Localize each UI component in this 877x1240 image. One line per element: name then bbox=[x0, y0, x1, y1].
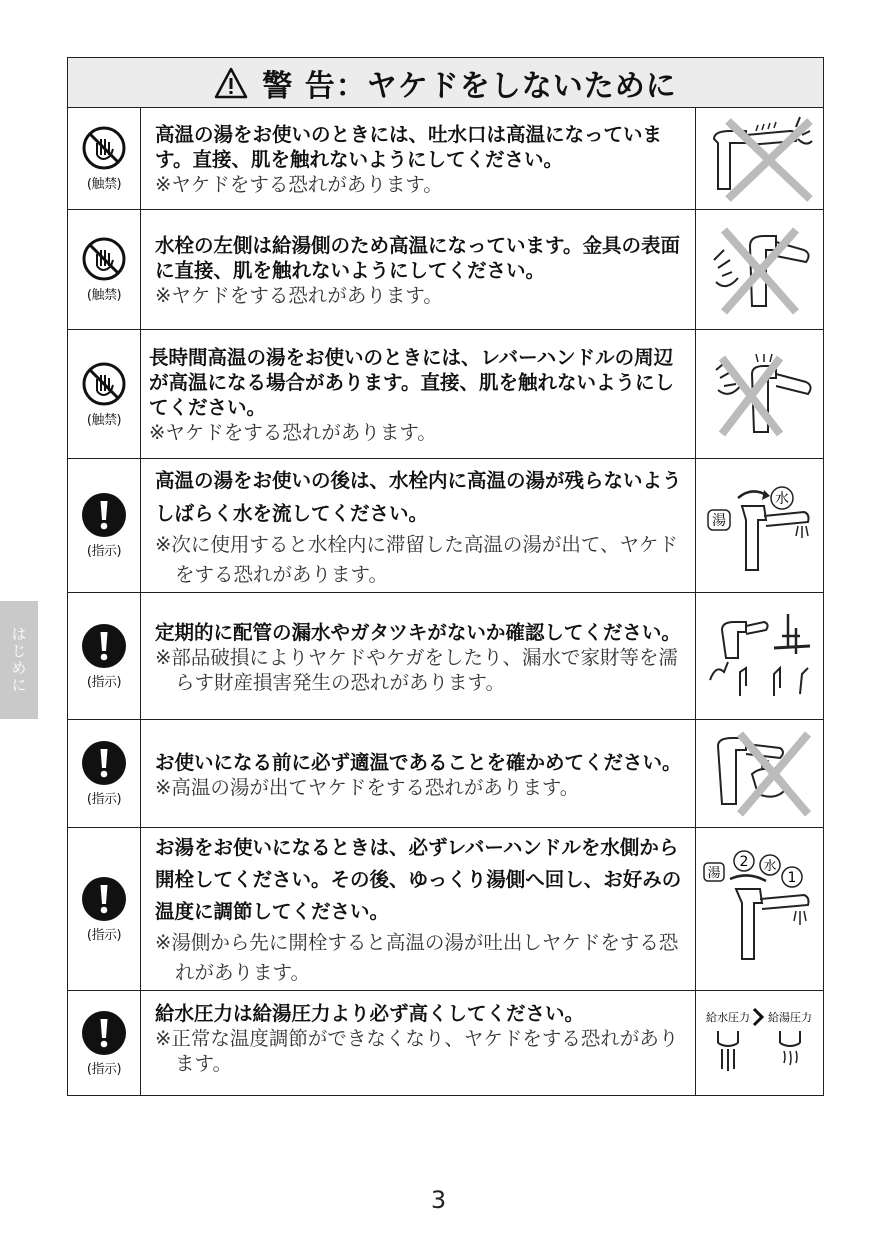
instruction-row bbox=[68, 459, 823, 593]
cold-mark: 水 bbox=[775, 490, 789, 507]
instruction-text: お湯をお使いになるときは、必ずレバーハンドルを水側から開栓してください。その後、ゆっくり湯側へ回し、お好みの温度に調節してください。 bbox=[155, 836, 682, 923]
picture-cell bbox=[696, 593, 822, 719]
icon-cell bbox=[68, 828, 141, 990]
text-cell bbox=[141, 720, 696, 827]
check-piping-illustration bbox=[700, 606, 818, 706]
icon-label: (触禁) bbox=[86, 288, 122, 303]
picture-cell bbox=[696, 459, 822, 592]
icon-cell bbox=[68, 459, 141, 592]
step-1-mark: 1 bbox=[787, 870, 797, 886]
instruction-icon bbox=[81, 876, 127, 922]
pressure-comparison-illustration bbox=[700, 993, 818, 1093]
instruction-row bbox=[68, 828, 823, 991]
icon-label: (指示) bbox=[86, 1061, 122, 1077]
icon-cell bbox=[68, 108, 141, 209]
instruction-note: ※正常な温度調節ができなくなり、ヤケドをする恐れがあります。 bbox=[155, 1027, 679, 1075]
warning-row bbox=[68, 330, 823, 459]
icon-label: (指示) bbox=[86, 544, 122, 559]
check-temperature-illustration bbox=[700, 724, 818, 824]
instruction-text: 給水圧力は給湯圧力より必ず高くしてください。 bbox=[155, 1002, 585, 1025]
icon-cell bbox=[68, 991, 141, 1095]
warning-title: 警 告：ヤケドをしないために bbox=[262, 68, 677, 104]
icon-label: (指示) bbox=[86, 674, 122, 690]
instruction-note: ※部品破損によりヤケドやケガをしたり、漏水で家財等を濡らす財産損害発生の恐れがあります。 bbox=[155, 645, 678, 694]
instruction-row bbox=[68, 720, 823, 828]
instruction-row bbox=[68, 991, 823, 1095]
instruction-note: ※高温の湯が出てヤケドをする恐れがあります。 bbox=[155, 775, 580, 799]
instruction-text: 定期的に配管の漏水やガタツキがないか確認してください。 bbox=[155, 620, 681, 644]
run-cold-water-illustration bbox=[700, 476, 818, 576]
picture-cell bbox=[696, 991, 822, 1095]
instruction-text: お使いになる前に必ず適温であることを確かめてください。 bbox=[155, 750, 682, 774]
warning-note: ※ヤケドをする恐れがあります。 bbox=[149, 421, 437, 444]
warning-note: ※ヤケドをする恐れがあります。 bbox=[155, 284, 443, 307]
lever-handle-touch-prohibited-illustration bbox=[700, 344, 818, 444]
text-cell bbox=[141, 459, 696, 592]
hot-mark: 湯 bbox=[712, 512, 726, 529]
section-tab bbox=[0, 601, 38, 719]
instruction-icon bbox=[81, 623, 127, 669]
text-cell bbox=[141, 991, 696, 1095]
warning-triangle-icon bbox=[214, 67, 248, 99]
warning-row bbox=[68, 108, 823, 210]
icon-cell bbox=[68, 210, 141, 329]
hot-spout-touch-prohibited-illustration bbox=[700, 109, 818, 209]
warning-note: ※ヤケドをする恐れがあります。 bbox=[155, 173, 443, 196]
faucet-left-side-touch-prohibited-illustration bbox=[700, 220, 818, 320]
text-cell bbox=[141, 828, 696, 990]
icon-label: (触禁) bbox=[86, 177, 122, 192]
text-cell bbox=[141, 210, 696, 329]
warning-text: 水栓の左側は給湯側のため高温になっています。金具の表面に直接、肌を触れないようにしてください。 bbox=[155, 234, 680, 282]
water-pressure-label: 給水圧力 bbox=[706, 1011, 750, 1024]
hot-pressure-label: 給湯圧力 bbox=[768, 1011, 812, 1024]
instruction-icon bbox=[81, 740, 127, 786]
icon-label: (触禁) bbox=[86, 412, 122, 428]
instruction-icon bbox=[81, 492, 127, 538]
warning-table bbox=[67, 57, 824, 1096]
text-cell bbox=[141, 330, 696, 458]
section-tab-label: はじめに bbox=[9, 626, 28, 694]
page-number: 3 bbox=[430, 1186, 447, 1214]
open-cold-side-first-illustration bbox=[700, 849, 818, 969]
icon-cell bbox=[68, 720, 141, 827]
no-touch-icon bbox=[81, 125, 127, 171]
picture-cell bbox=[696, 828, 822, 990]
warning-header bbox=[68, 58, 823, 108]
text-cell bbox=[141, 593, 696, 719]
text-cell bbox=[141, 108, 696, 209]
instruction-row bbox=[68, 593, 823, 720]
picture-cell bbox=[696, 330, 822, 458]
instruction-note: ※湯側から先に開栓すると高温の湯が吐出しヤケドをする恐れがあります。 bbox=[155, 931, 679, 984]
no-touch-icon bbox=[81, 236, 127, 282]
instruction-text: 高温の湯をお使いの後は、水栓内に高温の湯が残らないようしばらく水を流してください。 bbox=[155, 468, 682, 525]
instruction-note: ※次に使用すると水栓内に滞留した高温の湯が出て、ヤケドをする恐れがあります。 bbox=[155, 532, 678, 586]
instruction-icon bbox=[81, 1010, 127, 1056]
warning-text: 長時間高温の湯をお使いのときには、レバーハンドルの周辺が高温になる場合があります。直接、肌を触れないようにしてください。 bbox=[149, 346, 674, 419]
no-touch-icon bbox=[81, 361, 127, 407]
picture-cell bbox=[696, 210, 822, 329]
step-2-mark: 2 bbox=[739, 854, 749, 870]
hot-mark: 湯 bbox=[707, 866, 721, 881]
picture-cell bbox=[696, 720, 822, 827]
icon-cell bbox=[68, 593, 141, 719]
warning-text: 高温の湯をお使いのときには、吐水口は高温になっています。直接、肌を触れないようにしてください。 bbox=[155, 123, 663, 171]
icon-label: (指示) bbox=[86, 792, 122, 807]
warning-row bbox=[68, 210, 823, 330]
picture-cell bbox=[696, 108, 822, 209]
cold-mark: 水 bbox=[763, 859, 777, 874]
icon-cell bbox=[68, 330, 141, 458]
icon-label: (指示) bbox=[86, 927, 122, 943]
